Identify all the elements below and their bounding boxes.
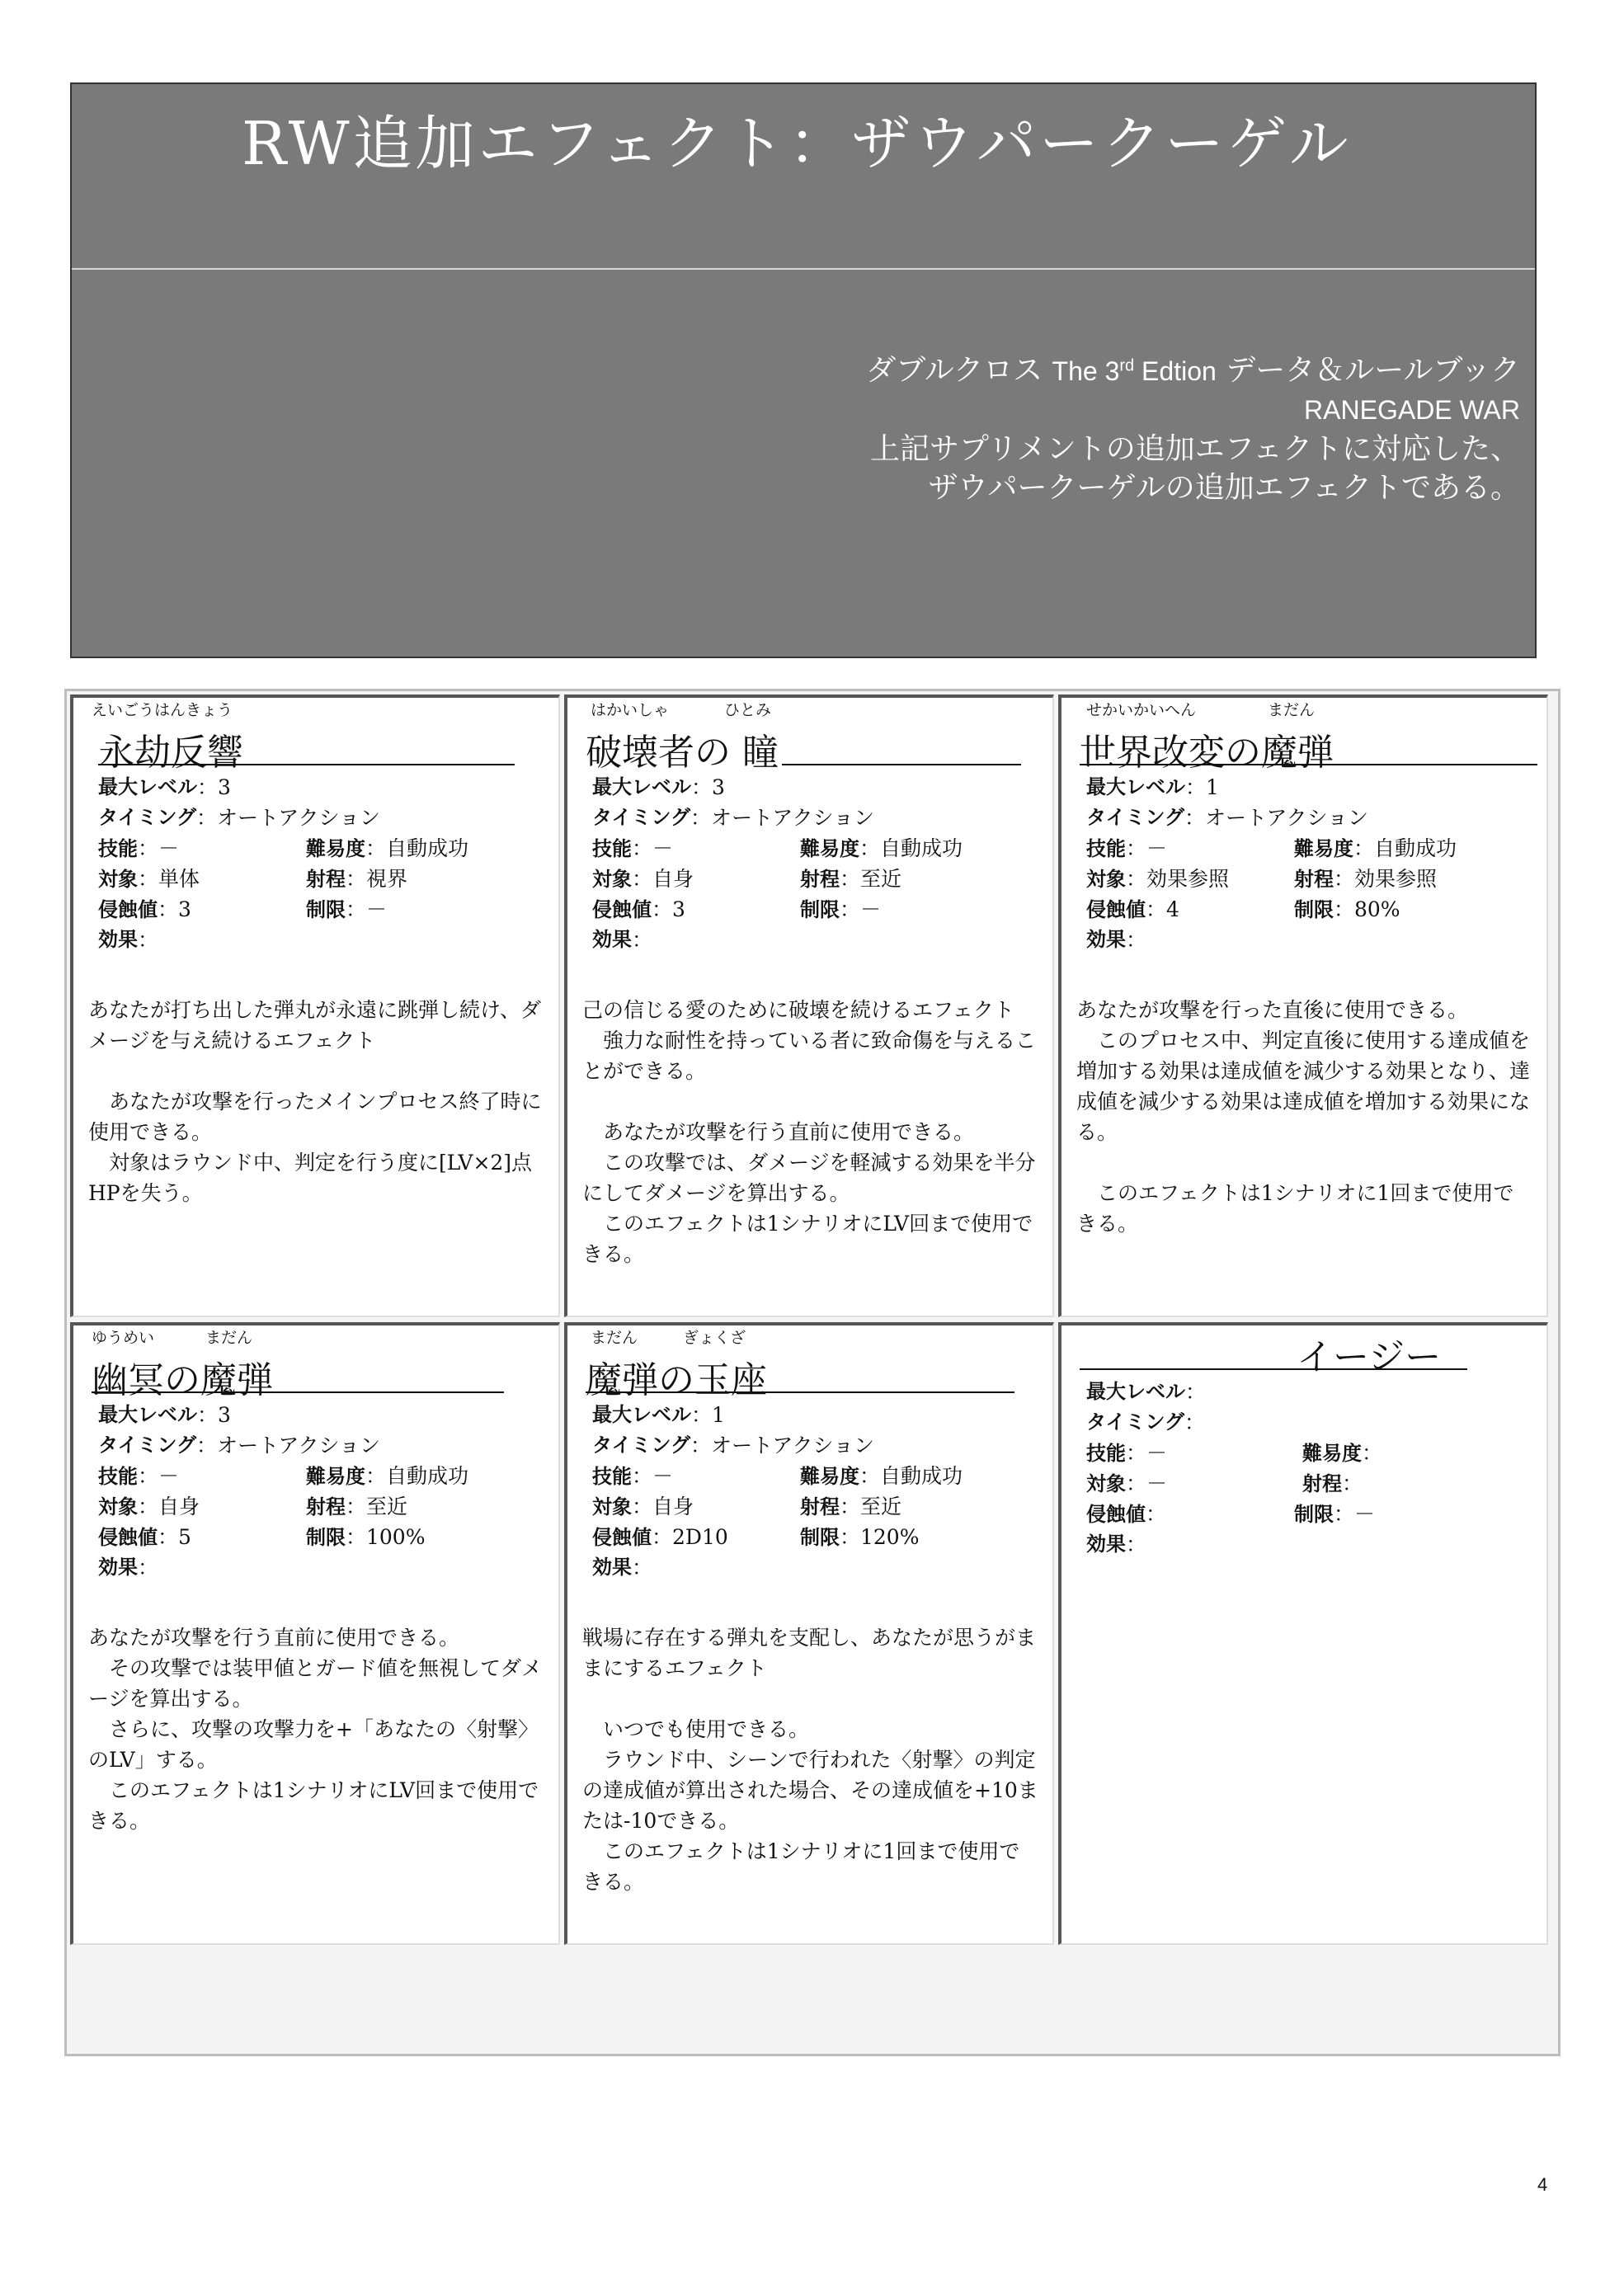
field-row bbox=[98, 833, 552, 864]
title-ruby: えいごうはんきょう bbox=[92, 701, 233, 719]
field-value: ：120% bbox=[840, 1525, 920, 1549]
field-row bbox=[592, 864, 1046, 894]
field-value: ：自身 bbox=[138, 1495, 200, 1518]
title-ruby: まだん bbox=[205, 1329, 253, 1347]
field-label: タイミング bbox=[98, 806, 197, 829]
field-value: ：3 bbox=[691, 775, 725, 799]
field-value: ： bbox=[138, 1556, 159, 1580]
field-label: 侵蝕値 bbox=[1086, 1503, 1146, 1526]
field-value: ： bbox=[1184, 1410, 1206, 1434]
field-label: 効果 bbox=[592, 928, 632, 951]
field-value: ：－ bbox=[1126, 836, 1168, 860]
field-row bbox=[98, 1552, 552, 1583]
field-value: ：5 bbox=[158, 1525, 191, 1549]
edition-ordinal: rd bbox=[1119, 356, 1135, 374]
header-box bbox=[70, 82, 1537, 658]
field-row bbox=[592, 1552, 1046, 1583]
effect-description: 己の信じる愛のために破壊を続けるエフェクト 強力な耐性を持っている者に致命傷を与えることができる。 あなたが攻撃を行う直前に使用できる。 この攻撃では、ダメージを軽減する効果を半分にしてダメージを算出する。 このエフェクトは1シナリオにLV回まで使用できる。 bbox=[582, 998, 1037, 1266]
effect-card bbox=[70, 694, 560, 1317]
field-row bbox=[1086, 925, 1540, 955]
effect-title: 魔弾の玉座 bbox=[586, 1359, 767, 1401]
field-value: ： bbox=[632, 1556, 653, 1580]
effect-description: あなたが攻撃を行った直後に使用できる。 このプロセス中、判定直後に使用する達成値を増加する効果は達成値を減少する効果となり、達成値を減少する効果は達成値を増加する効果になる。 このエフェクトは1シナリオに1回まで使用できる。 bbox=[1076, 998, 1531, 1236]
effect-fields bbox=[98, 1400, 552, 1583]
field-value: ： bbox=[1126, 928, 1147, 952]
field-label: 侵蝕値 bbox=[592, 1526, 652, 1549]
field-row bbox=[98, 925, 552, 955]
field-value: ： bbox=[138, 928, 159, 952]
field-label: 技能 bbox=[98, 837, 138, 860]
title-underline bbox=[98, 764, 515, 765]
title-ruby: ひとみ bbox=[724, 701, 772, 719]
field-value: ： bbox=[1342, 1471, 1363, 1495]
effect-title: 幽冥の魔弾 bbox=[92, 1359, 273, 1401]
title-underline bbox=[782, 764, 1021, 765]
field-value: ：－ bbox=[1334, 1502, 1376, 1526]
edition-number: The 3 bbox=[1052, 355, 1120, 386]
field-label: 射程 bbox=[306, 1495, 346, 1518]
field-value: ： bbox=[1185, 1380, 1207, 1404]
subtitle-line-1 bbox=[866, 346, 1520, 391]
field-value: ：自動成功 bbox=[365, 1464, 469, 1488]
field-value: ：至近 bbox=[840, 1495, 902, 1518]
field-value: ：－ bbox=[632, 836, 674, 860]
title-underline bbox=[586, 1391, 1014, 1393]
field-value: ：オートアクション bbox=[1184, 806, 1369, 830]
field-label: 対象 bbox=[1086, 868, 1126, 891]
effect-card bbox=[564, 694, 1054, 1317]
field-label: 難易度 bbox=[306, 1465, 365, 1488]
field-value: ：自動成功 bbox=[859, 1464, 963, 1488]
field-value: ：－ bbox=[632, 1464, 674, 1488]
subtitle-line-3: 上記サプリメントの追加エフェクトに対応した、 bbox=[869, 431, 1520, 466]
effect-title: イージー bbox=[1297, 1336, 1442, 1378]
field-row bbox=[98, 1430, 552, 1461]
field-value: ：効果参照 bbox=[1334, 867, 1438, 891]
field-label: 制限 bbox=[800, 1526, 840, 1549]
field-row bbox=[98, 803, 552, 833]
field-label: タイミング bbox=[1086, 806, 1185, 829]
field-value: ：自身 bbox=[632, 867, 694, 891]
effect-card bbox=[1058, 1322, 1548, 1945]
field-row bbox=[1086, 1438, 1540, 1468]
title-ruby: まだん bbox=[591, 1329, 638, 1347]
effect-description: 戦場に存在する弾丸を支配し、あなたが思うがままにするエフェクト いつでも使用できる。 ラウンド中、シーンで行われた〈射撃〉の判定の達成値が算出された場合、その達成値を+10または-10できる。 このエフェクトは1シナリオに1回まで使用できる。 bbox=[582, 1626, 1038, 1894]
field-value: ：効果参照 bbox=[1126, 867, 1230, 891]
field-row bbox=[1086, 864, 1540, 894]
field-row bbox=[592, 1430, 1046, 1461]
field-row bbox=[1086, 1377, 1540, 1407]
field-value: ：3 bbox=[652, 897, 685, 921]
field-row bbox=[592, 772, 1046, 803]
title-underline bbox=[1080, 1368, 1467, 1370]
field-row bbox=[98, 772, 552, 803]
field-label: 効果 bbox=[1086, 928, 1126, 951]
field-value: ：3 bbox=[158, 897, 191, 921]
field-label: タイミング bbox=[592, 806, 691, 829]
field-label: 最大レベル bbox=[1086, 775, 1185, 798]
field-label: 難易度 bbox=[306, 837, 365, 860]
field-row bbox=[98, 864, 552, 894]
field-value: ：2D10 bbox=[652, 1525, 728, 1549]
field-label: 射程 bbox=[306, 868, 346, 891]
field-label: 最大レベル bbox=[592, 775, 691, 798]
title-ruby: ゆうめい bbox=[92, 1329, 155, 1347]
title-ruby: せかいかいへん bbox=[1086, 701, 1197, 719]
field-value: ：至近 bbox=[840, 867, 902, 891]
effect-description: あなたが攻撃を行う直前に使用できる。 その攻撃では装甲値とガード値を無視してダメージを算出する。 さらに、攻撃の攻撃力を+「あなたの〈射撃〉のLV」する。 このエフェクトは1シナリオにLV回まで使用できる。 bbox=[88, 1626, 543, 1833]
effect-fields bbox=[592, 1400, 1046, 1583]
field-row bbox=[1086, 803, 1540, 833]
field-value: ：－ bbox=[346, 897, 388, 921]
effect-fields bbox=[1086, 1377, 1540, 1560]
field-value: ：オートアクション bbox=[196, 1434, 381, 1457]
field-row bbox=[1086, 1468, 1540, 1499]
field-row bbox=[592, 925, 1046, 955]
field-label: 射程 bbox=[800, 868, 840, 891]
field-label: 効果 bbox=[1086, 1533, 1126, 1556]
field-label: 対象 bbox=[98, 868, 138, 891]
field-label: 対象 bbox=[592, 1495, 632, 1518]
effect-description: あなたが打ち出した弾丸が永遠に跳弾し続け、ダメージを与え続けるエフェクト あなたが攻撃を行ったメインプロセス終了時に使用できる。 対象はラウンド中、判定を行う度に[LV×2]点HPを失う。 bbox=[88, 998, 542, 1205]
field-value: ：80% bbox=[1334, 897, 1400, 921]
field-label: 効果 bbox=[98, 1556, 138, 1579]
field-value: ： bbox=[1362, 1441, 1383, 1465]
field-value: ：自動成功 bbox=[1353, 836, 1457, 860]
field-label: 制限 bbox=[306, 898, 346, 921]
field-label: タイミング bbox=[1086, 1410, 1185, 1434]
field-row bbox=[1086, 894, 1540, 925]
field-row bbox=[592, 803, 1046, 833]
field-value: ：4 bbox=[1146, 897, 1179, 921]
field-value: ：－ bbox=[138, 836, 180, 860]
effect-fields bbox=[98, 772, 552, 955]
field-label: 侵蝕値 bbox=[98, 898, 158, 921]
effect-card bbox=[564, 1322, 1054, 1945]
field-label: 対象 bbox=[592, 868, 632, 891]
field-value: ：－ bbox=[1126, 1471, 1168, 1495]
effect-fields bbox=[592, 772, 1046, 955]
field-value: ：自動成功 bbox=[365, 836, 469, 860]
effect-title: 破壊者の 瞳 bbox=[586, 732, 779, 774]
field-label: 最大レベル bbox=[1086, 1380, 1185, 1403]
field-row bbox=[98, 1522, 552, 1552]
field-value: ： bbox=[632, 928, 653, 952]
field-value: ：至近 bbox=[346, 1495, 408, 1518]
field-label: 効果 bbox=[98, 928, 138, 951]
field-value: ：－ bbox=[840, 897, 882, 921]
subtitle-book: データ＆ルールブック bbox=[1216, 353, 1520, 388]
field-label: 侵蝕値 bbox=[592, 898, 652, 921]
header-subtitle bbox=[866, 346, 1520, 507]
field-label: 技能 bbox=[98, 1465, 138, 1488]
field-row bbox=[1086, 1407, 1540, 1438]
field-value: ： bbox=[1126, 1533, 1147, 1556]
field-label: 技能 bbox=[1086, 837, 1126, 860]
field-value: ：オートアクション bbox=[196, 806, 381, 830]
field-label: 射程 bbox=[800, 1495, 840, 1518]
subtitle-text: ダブルクロス bbox=[866, 353, 1052, 388]
field-label: 制限 bbox=[800, 898, 840, 921]
field-row bbox=[592, 1400, 1046, 1430]
edition-text bbox=[1052, 356, 1217, 386]
field-value: ：3 bbox=[197, 1403, 231, 1427]
field-label: 制限 bbox=[306, 1526, 346, 1549]
subtitle-line-2: RANEGADE WAR bbox=[1304, 394, 1520, 425]
field-row bbox=[1086, 772, 1540, 803]
effect-card bbox=[1058, 694, 1548, 1317]
field-row bbox=[98, 1400, 552, 1430]
field-label: タイミング bbox=[98, 1434, 197, 1457]
field-row bbox=[592, 1522, 1046, 1552]
field-label: 技能 bbox=[1086, 1442, 1126, 1465]
field-label: 最大レベル bbox=[98, 775, 197, 798]
field-value: ：－ bbox=[138, 1464, 180, 1488]
field-row bbox=[98, 894, 552, 925]
field-value: ： bbox=[1146, 1502, 1167, 1526]
field-label: 難易度 bbox=[800, 837, 859, 860]
field-row bbox=[98, 1491, 552, 1522]
field-label: 技能 bbox=[592, 1465, 632, 1488]
effect-title: 世界改変の魔弾 bbox=[1080, 732, 1334, 774]
field-label: 射程 bbox=[1302, 1472, 1342, 1495]
field-row bbox=[1086, 1499, 1540, 1529]
field-row bbox=[1086, 1529, 1540, 1560]
effect-card bbox=[70, 1322, 560, 1945]
field-value: ：自動成功 bbox=[859, 836, 963, 860]
field-row bbox=[1086, 833, 1540, 864]
title-ruby: はかいしゃ bbox=[591, 701, 670, 719]
field-label: 最大レベル bbox=[98, 1403, 197, 1426]
field-row bbox=[592, 1491, 1046, 1522]
effect-fields bbox=[1086, 772, 1540, 955]
field-value: ：1 bbox=[691, 1403, 725, 1427]
field-label: 難易度 bbox=[1302, 1442, 1362, 1465]
page-title: RW追加エフェクト：ザウパークーゲル bbox=[242, 109, 1352, 178]
title-ruby: まだん bbox=[1268, 701, 1316, 719]
field-label: 難易度 bbox=[800, 1465, 859, 1488]
field-label: 対象 bbox=[1086, 1472, 1126, 1495]
field-value: ：単体 bbox=[138, 867, 200, 891]
edition-word: Edtion bbox=[1134, 355, 1217, 386]
field-row bbox=[592, 1461, 1046, 1491]
field-label: 射程 bbox=[1294, 868, 1334, 891]
field-row bbox=[592, 833, 1046, 864]
field-value: ：3 bbox=[197, 775, 231, 799]
field-row bbox=[592, 894, 1046, 925]
header-title-band bbox=[72, 84, 1535, 270]
subtitle-line-4: ザウパークーゲルの追加エフェクトである。 bbox=[928, 470, 1520, 505]
field-value: ：100% bbox=[346, 1525, 426, 1549]
field-label: 侵蝕値 bbox=[1086, 898, 1146, 921]
effect-card-grid bbox=[64, 689, 1560, 2056]
title-underline bbox=[1080, 764, 1537, 765]
field-label: 制限 bbox=[1294, 1503, 1334, 1526]
field-value: ：視界 bbox=[346, 867, 408, 891]
field-value: ：1 bbox=[1185, 775, 1219, 799]
effect-title: 永劫反響 bbox=[98, 732, 243, 774]
field-value: ：オートアクション bbox=[690, 806, 875, 830]
title-underline bbox=[92, 1391, 504, 1393]
field-value: ：－ bbox=[1126, 1441, 1168, 1465]
field-row bbox=[98, 1461, 552, 1491]
page-number: 4 bbox=[1537, 2174, 1548, 2195]
field-label: 制限 bbox=[1294, 898, 1334, 921]
field-label: 最大レベル bbox=[592, 1403, 691, 1426]
field-value: ：オートアクション bbox=[690, 1434, 875, 1457]
field-label: 技能 bbox=[592, 837, 632, 860]
field-label: 対象 bbox=[98, 1495, 138, 1518]
field-label: 難易度 bbox=[1294, 837, 1353, 860]
field-label: タイミング bbox=[592, 1434, 691, 1457]
field-value: ：自身 bbox=[632, 1495, 694, 1518]
field-label: 効果 bbox=[592, 1556, 632, 1579]
title-ruby: ぎょくざ bbox=[683, 1329, 746, 1347]
field-label: 侵蝕値 bbox=[98, 1526, 158, 1549]
